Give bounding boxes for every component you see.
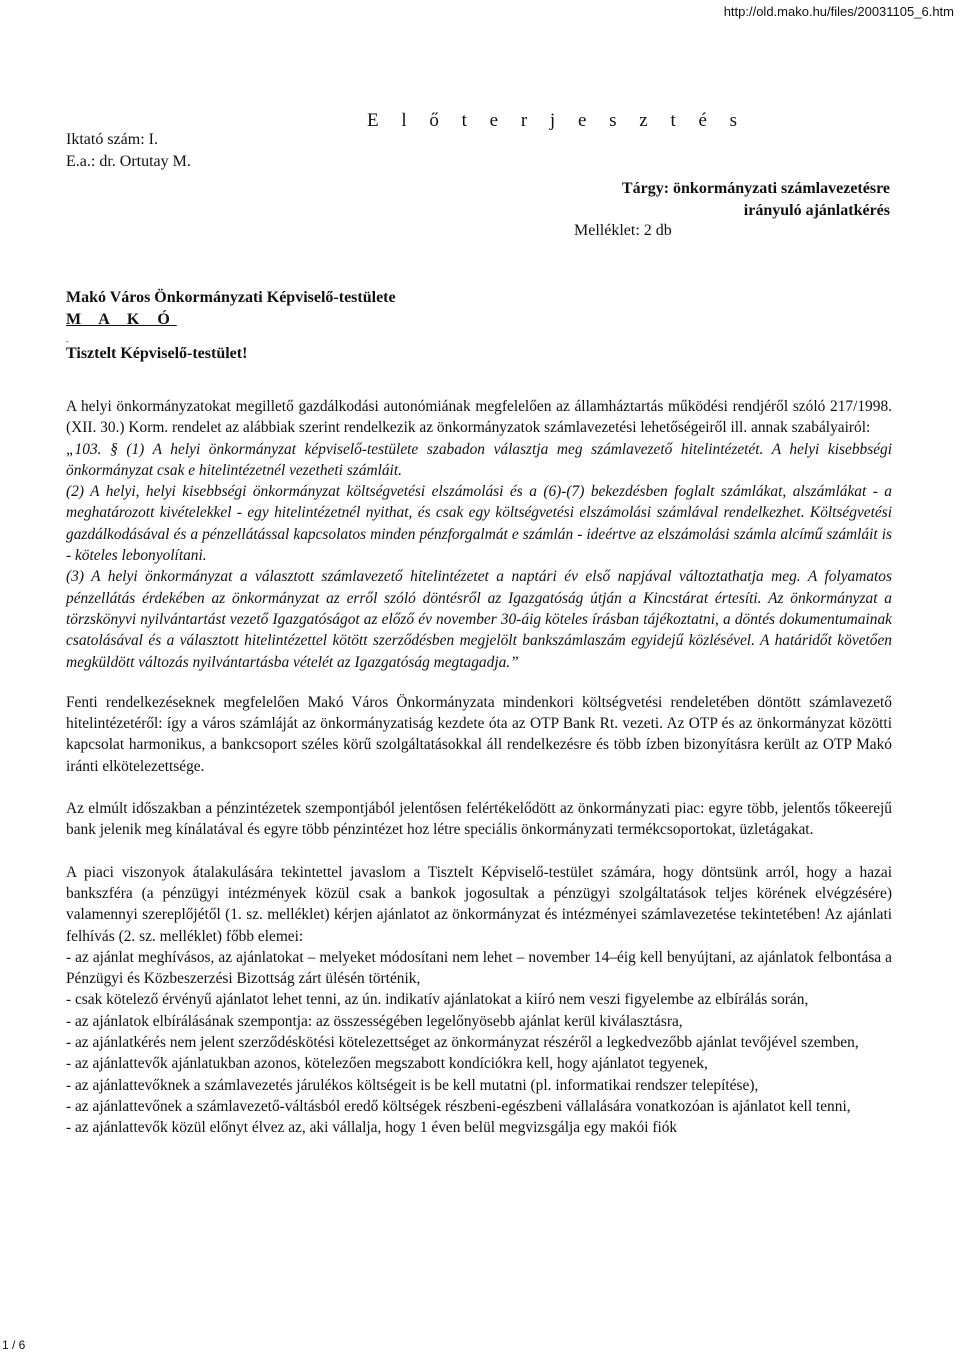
addressee-name: Makó Város Önkormányzati Képviselő-testülete (66, 289, 396, 306)
body-paragraph-1: Fenti rendelkezéseknek megfelelően Makó Város Önkormányzata mindenkori költségvetési rendeletében döntött számlavezető hitelintézetéről: így a város számláját az önkormányzatiság kezdete óta az OTP Bank Rt. vezeti. Az OTP és az önkormányzat közötti kapcsolat harmonikus, a bankcsoport széles körű szolgáltatásokkal áll rendelkezésre és több ízben bizonyításra került az OTP Makó iránti elkötelezettsége. (66, 693, 892, 775)
attachment-note: Melléklet: 2 db (574, 222, 672, 239)
body-paragraph-3: A piaci viszonyok átalakulására tekintettel javaslom a Tisztelt Képviselő-testület számára, hogy döntsünk arról, hogy a hazai bankszféra (a pénzügyi intézmények közül csak a bankok jogosultak a pénzügyi szolgáltatások teljes körének elvégzésére) valamennyi szereplőjétől (1. sz. melléklet) kérjen ajánlatot az önkormányzat és intézményei számlavezetése tekintetében! Az ajánlati felhívás (2. sz. melléklet) főbb elemei: (66, 863, 892, 945)
list-item: - az ajánlattevők ajánlatukban azonos, kötelezően megszabott kondíciókra kell, hogy ajánlatot tegyenek, (66, 1055, 708, 1073)
list-item: - csak kötelező érvényű ajánlatot lehet tenni, az ún. indikatív ajánlatokat a kiíró nem veszi figyelembe az elbírálás során, (66, 991, 809, 1009)
addressee-city: M A K Ó (66, 311, 177, 328)
page-url: http://old.mako.hu/files/20031105_6.htm (723, 4, 954, 19)
document-title: E l ő t e r j e s z t é s (367, 110, 747, 131)
list-item: - az ajánlatkérés nem jelent szerződéskötési kötelezettséget az önkormányzat részéről a legkedvezőbb ajánlat tevőjével szemben, (66, 1034, 859, 1052)
intro-paragraph: A helyi önkormányzatokat megillető gazdálkodási autonómiának megfelelően az államháztartás működési rendjéről szóló 217/1998. (XII. 30.) Korm. rendelet az alábbiak szerint rendelkezik az önkormányzatok számlavezetési lehetőségeiről ill. annak szabályairól: (66, 398, 892, 437)
subject-block (622, 178, 890, 222)
body-paragraph-2: Az elmúlt időszakban a pénzintézetek szempontjából jelentősen felértékelődött az önkormányzati piac: egyre több, jelentős tőkeerejű bank jelenik meg kínálatával és egyre több pénzintézet hoz létre speciális önkormányzati termékcsoportokat, üzletágakat. (66, 800, 892, 839)
list-item: - az ajánlat meghívásos, az ajánlatokat – melyeket módosítani nem lehet – november 14–éig kell benyújtani, az ajánlatok felbontása a Pénzügyi és Közbeszerzési Bizottság zárt ülésén történik, (66, 948, 892, 988)
prepared-by: E.a.: dr. Ortutay M. (66, 153, 191, 170)
addressee-block (66, 287, 396, 331)
quote-paragraph-3: (3) A helyi önkormányzat a választott számlavezető hitelintézetet a naptári év első napjával változtathatja meg. A folyamatos pénzellátás érdekében az önkormányzat az erről szóló döntésről az Igazgatóság útján a Kincstárat értesíti. Az önkormányzat a törzskönyvi nyilvántartást vezető Igazgatóságot az előző év november 30-áig köteles írásban tájékoztatni, a döntés dokumentumainak csatolásával és a választott hitelintézettel kötött szerződésben megjelölt bankszámlaszám egyidejű közlésével. A határidőt követően megküldött változás nyilvántartásba vételét az Igazgatóság megtagadja.” (66, 568, 892, 671)
greeting-block (66, 339, 247, 363)
quote-paragraph-1: „103. § (1) A helyi önkormányzat képviselő-testülete szabadon választja meg számlavezető hitelintézetét. A helyi kisebbségi önkormányzat csak e hitelintézetnél vezetheti számláit. (66, 440, 892, 479)
list-item: - az ajánlattevőnek a számlavezető-váltásból eredő költségek részbeni-egészbeni vállalására vonatkozóan is ajánlatot kell tenni, (66, 1097, 851, 1115)
dash-mark: - (66, 337, 69, 346)
document-body (66, 396, 892, 1139)
page-number: 1 / 6 (2, 1338, 26, 1352)
greeting: Tisztelt Képviselő-testület! (66, 345, 248, 362)
subject-line-2: irányuló ajánlatkérés (743, 202, 890, 219)
quote-paragraph-2: (2) A helyi, helyi kisebbségi önkormányzat költségvetési elszámolási és a (6)-(7) bekezdésben foglalt számlákat, alszámlákat - a meghatározott kivételekkel - egy hitelintézetnél nyithat, és csak egy költségvetési elszámolási számlával rendelkezhet. Költségvetési gazdálkodásával és a pénzellátással kapcsolatos minden pénzforgalmát e számlán - ideértve az elszámolási számla alcímű számláit is - köteles lebonyolítani. (66, 483, 892, 565)
reference-block (66, 129, 191, 173)
list-item: - az ajánlattevőknek a számlavezetés járulékos költségeit is be kell mutatni (pl. informatikai rendszer telepítése), (66, 1076, 759, 1094)
list-item: - az ajánlatok elbírálásának szempontja: az összességében legelőnyösebb ajánlat kerül kiválasztásra, (66, 1012, 683, 1030)
ref-number: Iktató szám: I. (66, 131, 158, 148)
list-item: - az ajánlattevők közül előnyt élvez az, aki vállalja, hogy 1 éven belül megvizsgálja egy makói fiók (66, 1119, 678, 1137)
subject-line-1: Tárgy: önkormányzati számlavezetésre (621, 180, 890, 197)
